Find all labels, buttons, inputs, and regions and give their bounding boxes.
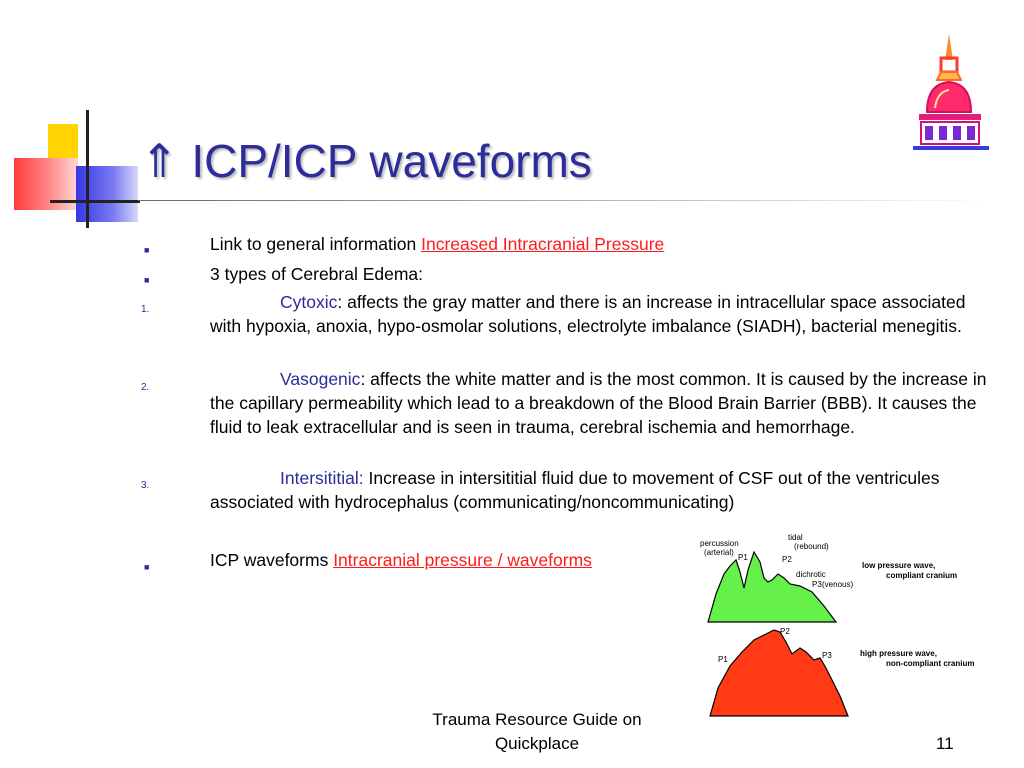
venous-label: (venous) bbox=[822, 580, 854, 589]
rebound-label: (rebound) bbox=[794, 542, 829, 551]
bullet-marker: ■ bbox=[144, 245, 150, 255]
low-pressure-subtitle: compliant cranium bbox=[886, 571, 958, 580]
p2-high-label: P2 bbox=[780, 627, 790, 636]
p3-label: P3 bbox=[812, 580, 822, 589]
edema-type-term: Intersititial: bbox=[280, 468, 364, 488]
percussion-label: percussion bbox=[700, 539, 739, 548]
edema-type-term: Vasogenic bbox=[280, 369, 361, 389]
bullet-marker: ■ bbox=[144, 275, 150, 285]
high-pressure-wave bbox=[710, 630, 848, 716]
increased-icp-link[interactable]: Increased Intracranial Pressure bbox=[421, 234, 665, 254]
list-number: 3. bbox=[141, 480, 150, 491]
icp-waveforms-link[interactable]: Intracranial pressure / waveforms bbox=[333, 550, 592, 570]
item-text: 3 types of Cerebral Edema: bbox=[210, 264, 424, 284]
title-underline-rule bbox=[138, 200, 994, 201]
list-item bbox=[210, 262, 1000, 286]
dichrotic-label: dichrotic bbox=[796, 570, 826, 579]
item-text: : affects the gray matter and there is an increase in intracellular space associated with hypoxia, anoxia, hypo-osmolar solutions, electrolyte imbalance (SIADH), bacterial menegitis. bbox=[210, 292, 966, 336]
item-text: Increase in intersititial fluid due to movement of CSF out of the ventricules associated with hydrocephalus (communicating/noncommunicating) bbox=[210, 468, 940, 512]
p3-high-label: P3 bbox=[822, 651, 832, 660]
item-text: : affects the white matter and is the most common. It is caused by the increase in the capillary permeability which lead to a breakdown of the Blood Brain Barrier (BBB). It causes the fluid to leak extracellular and is seen in trauma, cerebral ischemia and hemorrhage. bbox=[210, 369, 987, 437]
high-pressure-subtitle: non-compliant cranium bbox=[886, 659, 975, 668]
footer-text: Trauma Resource Guide on Quickplace bbox=[432, 710, 642, 753]
list-number: 1. bbox=[141, 304, 150, 315]
list-item bbox=[210, 548, 670, 572]
bullet-marker: ■ bbox=[144, 562, 150, 572]
item-text: Link to general information bbox=[210, 234, 422, 254]
tidal-label: tidal bbox=[788, 533, 803, 542]
high-pressure-title: high pressure wave, bbox=[860, 649, 937, 658]
edema-type-term: Cytoxic bbox=[280, 292, 338, 312]
p2-label: P2 bbox=[782, 555, 792, 564]
list-item bbox=[210, 367, 1000, 439]
page-number: 11 bbox=[936, 734, 954, 753]
decor-vertical-line bbox=[86, 110, 89, 228]
decor-horizontal-line bbox=[50, 200, 140, 203]
list-item bbox=[210, 466, 1000, 514]
p1-high-label: P1 bbox=[718, 655, 728, 664]
item-text: ICP waveforms bbox=[210, 550, 334, 570]
p1-label: P1 bbox=[738, 553, 748, 562]
list-item bbox=[210, 232, 1000, 256]
list-number: 2. bbox=[141, 382, 150, 393]
icp-waveform-figure bbox=[690, 528, 1000, 724]
capitol-building-logo bbox=[905, 20, 995, 170]
list-item bbox=[210, 290, 1000, 338]
slide-title: ⇑ ICP/ICP waveforms bbox=[140, 135, 592, 187]
arterial-label: (arterial) bbox=[704, 548, 734, 557]
low-pressure-title: low pressure wave, bbox=[862, 561, 936, 570]
